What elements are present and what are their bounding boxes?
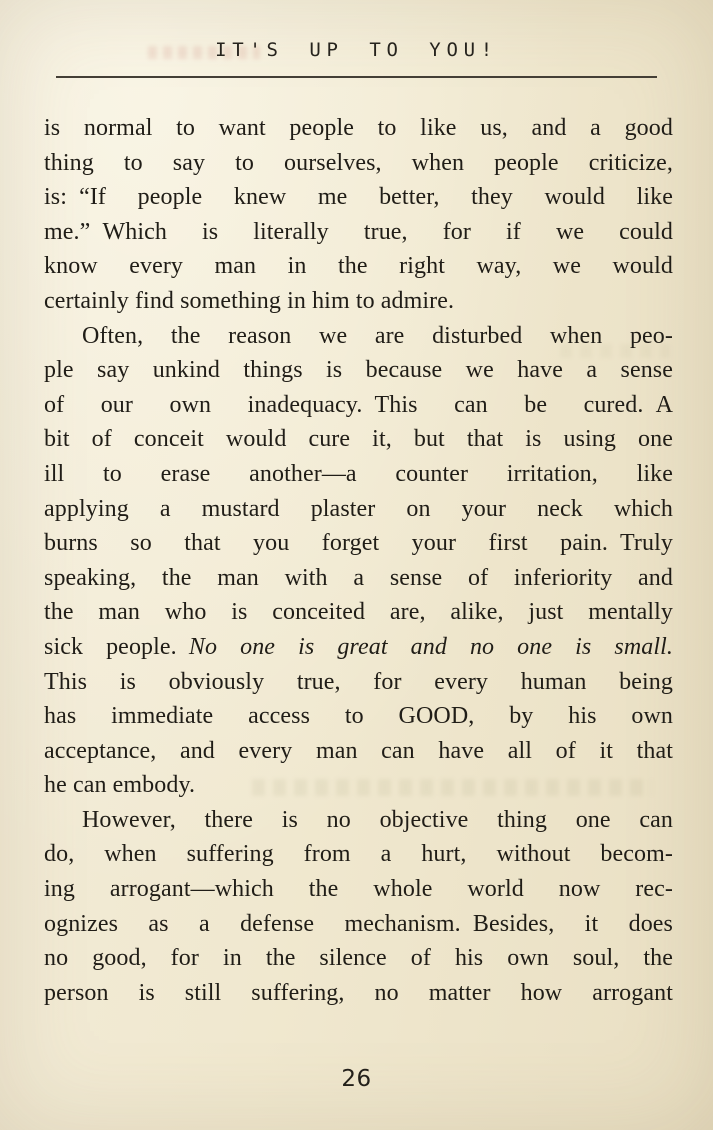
text-segment: is: “If people knew me better, they would like <box>44 184 673 211</box>
text-segment: he can embody. <box>44 772 196 799</box>
text-segment: ple say unkind things is because we have a sense <box>44 357 673 384</box>
text-segment: bit of conceit would cure it, but that is using one <box>44 426 673 453</box>
text-line <box>44 665 673 700</box>
text-segment: This is obviously true, for every human being <box>44 668 673 695</box>
text-segment: do, when suffering from a hurt, without becom- <box>44 841 673 868</box>
text-segment: know every man in the right way, we would <box>44 253 673 280</box>
text-line <box>44 630 673 665</box>
text-line <box>44 561 673 596</box>
text-line <box>44 492 673 527</box>
text-line <box>44 353 673 388</box>
italic-text-segment: No one is great and no one is small. <box>188 633 673 660</box>
text-segment: applying a mustard plaster on your neck which <box>44 495 673 522</box>
page-number: 26 <box>341 1066 372 1092</box>
running-header <box>0 39 713 61</box>
text-segment: the man who is conceited are, alike, just mentally <box>44 599 673 626</box>
running-header-title: IT'S UP TO YOU! <box>215 39 498 61</box>
text-segment: ognizes as a defense mechanism. Besides, it does <box>44 910 673 937</box>
text-line <box>44 941 673 976</box>
text-line <box>44 526 673 561</box>
text-segment: has immediate access to GOOD, by his own <box>44 703 673 730</box>
text-line <box>44 734 673 769</box>
text-segment: person is still suffering, no matter how arrogant <box>44 979 673 1006</box>
text-line <box>44 111 673 146</box>
text-line <box>44 699 673 734</box>
text-line <box>44 180 673 215</box>
text-line <box>44 872 673 907</box>
text-segment: burns so that you forget your first pain. Truly <box>44 530 673 557</box>
paragraph <box>44 803 673 1011</box>
paragraph <box>44 319 673 803</box>
text-segment: However, there is no objective thing one can <box>82 806 673 833</box>
text-line <box>44 837 673 872</box>
text-segment: no good, for in the silence of his own soul, the <box>44 945 673 972</box>
text-segment: thing to say to ourselves, when people criticize, <box>44 149 673 176</box>
text-segment: of our own inadequacy. This can be cured. A <box>44 391 673 418</box>
text-line <box>44 215 673 250</box>
text-line <box>44 803 673 838</box>
text-segment: speaking, the man with a sense of inferiority and <box>44 564 673 591</box>
text-line <box>44 388 673 423</box>
text-segment: Often, the reason we are disturbed when peo- <box>82 322 673 349</box>
header-rule <box>56 76 657 78</box>
text-line <box>44 422 673 457</box>
text-segment: acceptance, and every man can have all of it that <box>44 737 673 764</box>
text-segment: ill to erase another—a counter irritation, like <box>44 460 673 487</box>
text-line <box>44 249 673 284</box>
text-line <box>44 595 673 630</box>
text-segment: certainly find something in him to admire. <box>44 287 455 314</box>
text-line <box>44 907 673 942</box>
text-segment: ing arrogant—which the whole world now rec- <box>44 876 673 903</box>
text-segment: is normal to want people to like us, and a good <box>44 115 673 141</box>
text-line <box>44 319 673 354</box>
text-segment: sick people. <box>44 633 189 660</box>
text-line <box>44 146 673 181</box>
text-line <box>44 457 673 492</box>
text-line <box>44 976 673 1011</box>
text-segment: me.” Which is literally true, for if we could <box>44 218 673 245</box>
paragraph <box>44 111 673 319</box>
text-line <box>44 284 673 319</box>
text-line <box>44 768 673 803</box>
text-block <box>44 111 673 1010</box>
